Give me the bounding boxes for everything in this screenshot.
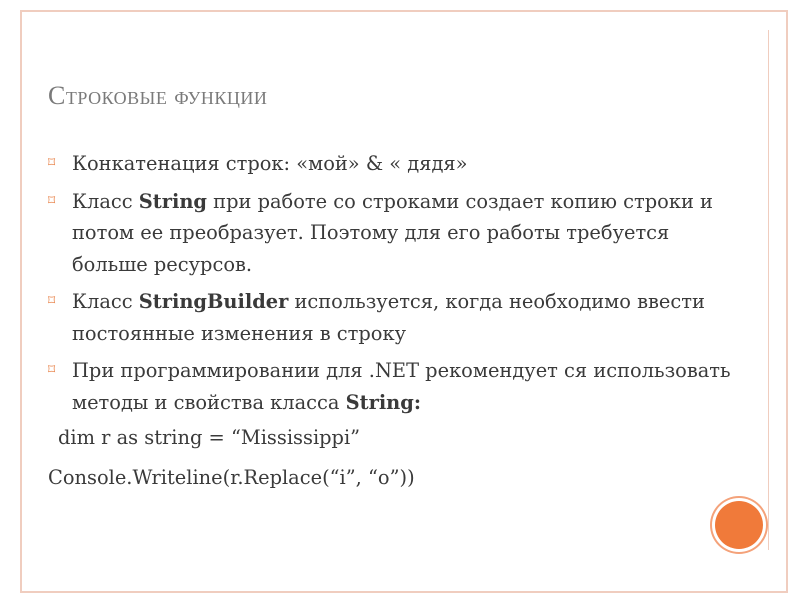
bullet-item [48,355,738,418]
slide-frame-line [768,30,769,550]
bullet-item [48,186,738,281]
bullet-marker-icon: ⌑ [48,362,56,378]
bullet-marker-icon: ⌑ [48,293,56,309]
bullet-text: При программировании для .NET рекомендует ся использовать методы и свойства класса [72,359,731,414]
bullet-text: при работе со строками создает копию строки и потом ее преобразует. Поэтому для его работы требуется больше ресурсов. [72,189,713,276]
decorative-circle [715,501,763,549]
code-line-2: Console.Writeline(r.Replace(“i”, “o”)) [48,466,415,489]
bullet-bold-text: String: [345,390,421,414]
bullet-marker-icon: ⌑ [48,192,56,209]
code-line-1: dim r as string = “Mississippi” [58,426,361,449]
bullet-text: Конкатенация строк: «мой» & « дядя» [72,152,468,175]
slide-title: Строковые функции [48,81,268,110]
bullet-text: Класс [72,290,139,313]
bullet-list [48,148,738,424]
bullet-text: Класс [72,189,139,213]
bullet-bold-text: StringBuilder [138,290,289,313]
bullet-item [48,148,738,180]
bullet-item [48,286,738,349]
bullet-bold-text: String [138,189,207,213]
bullet-text: используется, когда необходимо ввести постоянные изменения в строку [72,290,705,345]
bullet-marker-icon: ⌑ [48,155,56,171]
